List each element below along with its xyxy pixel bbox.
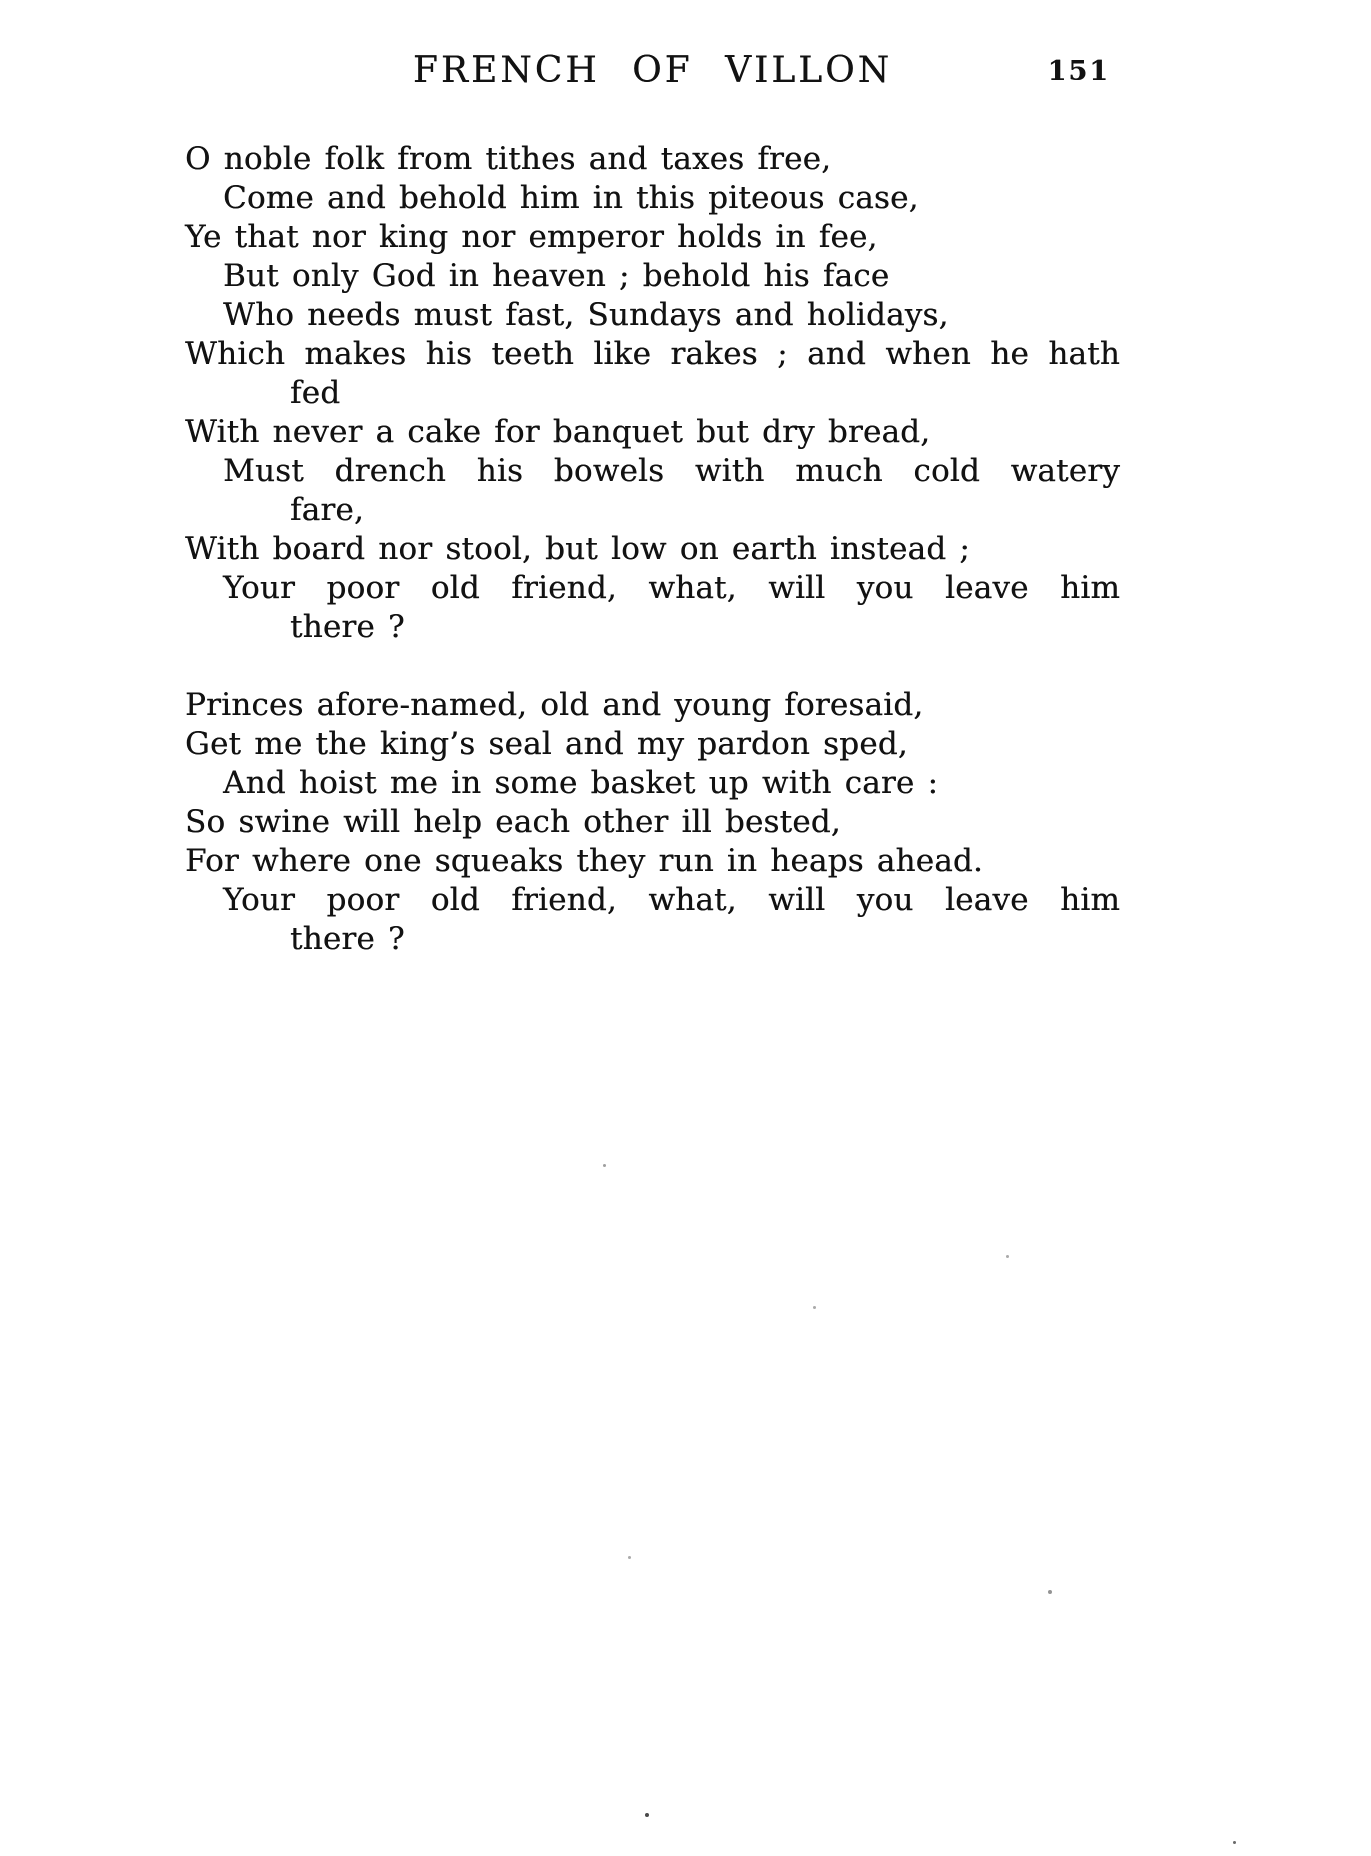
poem-line: fare, (290, 492, 364, 528)
poem-line: So swine will help each other ill bested, (185, 804, 841, 840)
poem-line: For where one squeaks they run in heaps ahead. (185, 843, 983, 879)
poem-line: O noble folk from tithes and taxes free, (185, 141, 832, 177)
poem-line: Which makes his teeth like rakes ; and when he hath (185, 336, 1120, 372)
poem-line: there ? (290, 609, 405, 645)
stanza (185, 686, 1120, 959)
poem-line: Your poor old friend, what, will you leave him (223, 882, 1120, 918)
poem-line: With board nor stool, but low on earth instead ; (185, 531, 970, 567)
running-head (185, 50, 1120, 92)
page-title: FRENCH OF VILLON (412, 50, 893, 91)
scan-speck (1233, 1841, 1236, 1844)
poem-line: Your poor old friend, what, will you leave him (223, 570, 1120, 606)
scan-speck (813, 1306, 816, 1309)
poem-line: there ? (290, 921, 405, 957)
scan-speck (645, 1813, 649, 1817)
poem-line: Must drench his bowels with much cold watery (223, 453, 1120, 489)
poem (185, 140, 1120, 959)
poem-line: fed (290, 375, 341, 411)
poem-line: Come and behold him in this piteous case, (223, 180, 919, 216)
poem-line: Ye that nor king nor emperor holds in fee, (185, 219, 878, 255)
scan-speck (603, 1164, 606, 1167)
page-number: 151 (1047, 56, 1110, 87)
poem-line: And hoist me in some basket up with care : (223, 765, 939, 801)
stanza (185, 140, 1120, 647)
poem-line: Get me the king’s seal and my pardon sped, (185, 726, 908, 762)
poem-line: But only God in heaven ; behold his face (223, 258, 890, 294)
scan-speck (1006, 1255, 1009, 1258)
poem-line: Princes afore-named, old and young foresaid, (185, 687, 924, 723)
scan-speck (1048, 1590, 1052, 1594)
poem-line: Who needs must fast, Sundays and holidays, (223, 297, 949, 333)
scan-speck (628, 1556, 631, 1559)
poem-line: With never a cake for banquet but dry bread, (185, 414, 931, 450)
